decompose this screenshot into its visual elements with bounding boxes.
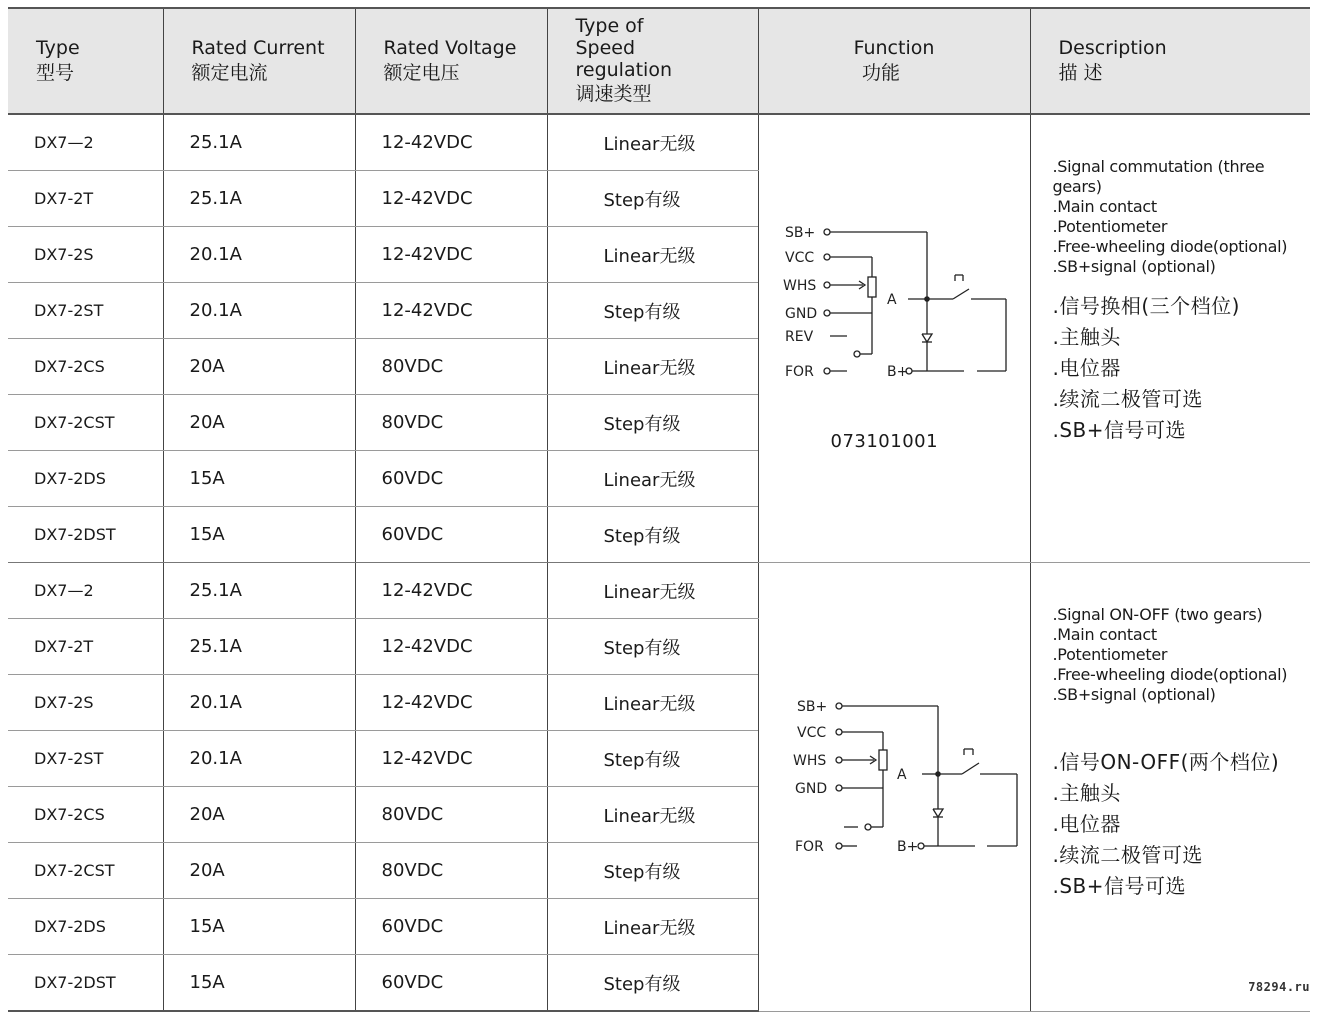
diagram-label: FOR bbox=[794, 839, 824, 855]
description-zh-line: .电位器 bbox=[1052, 356, 1121, 380]
voltage-cell: 80VDC bbox=[355, 339, 547, 395]
voltage-cell: 12-42VDC bbox=[355, 563, 547, 619]
wiring-diagram bbox=[759, 563, 1031, 883]
current-cell: 25.1A bbox=[163, 114, 355, 171]
type-cell: DX7-2ST bbox=[8, 283, 163, 339]
header-current bbox=[163, 8, 355, 114]
diagram-label: B+ bbox=[896, 839, 918, 855]
description-en-line: .Free-wheeling diode(optional) bbox=[1052, 237, 1288, 256]
current-cell: 15A bbox=[163, 451, 355, 507]
current-cell: 20A bbox=[163, 843, 355, 899]
header-type bbox=[8, 8, 163, 114]
speed-cell: Step有级 bbox=[547, 507, 758, 563]
speed-cell: Step有级 bbox=[547, 283, 758, 339]
type-cell: DX7—2 bbox=[8, 563, 163, 619]
header-type-en: Type bbox=[36, 37, 80, 59]
type-cell: DX7-2T bbox=[8, 171, 163, 227]
speed-cell: Linear无级 bbox=[547, 675, 758, 731]
function-cell bbox=[758, 114, 1030, 563]
current-cell: 20.1A bbox=[163, 283, 355, 339]
description-zh bbox=[1053, 291, 1311, 446]
speed-cell: Step有级 bbox=[547, 955, 758, 1012]
voltage-cell: 80VDC bbox=[355, 787, 547, 843]
current-cell: 20A bbox=[163, 787, 355, 843]
watermark: 78294.ru bbox=[1248, 980, 1310, 994]
diagram-label: B+ bbox=[886, 364, 908, 380]
header-row bbox=[8, 8, 1310, 114]
part-number: 073101001 bbox=[830, 431, 939, 452]
type-cell: DX7-2CS bbox=[8, 339, 163, 395]
description-zh-line: .电位器 bbox=[1052, 812, 1121, 836]
header-description-en: Description bbox=[1058, 37, 1167, 59]
header-current-zh: 额定电流 bbox=[191, 62, 268, 84]
diagram-label: REV bbox=[784, 329, 813, 345]
description-cell bbox=[1030, 114, 1310, 563]
type-cell: DX7-2CS bbox=[8, 787, 163, 843]
voltage-cell: 12-42VDC bbox=[355, 171, 547, 227]
speed-cell: Linear无级 bbox=[547, 899, 758, 955]
diagram-label: SB+ bbox=[796, 699, 827, 715]
description-en bbox=[1053, 157, 1311, 277]
header-speed-en: Type of Speed regulation bbox=[575, 15, 673, 81]
description-zh-line: .续流二极管可选 bbox=[1052, 843, 1203, 867]
header-voltage-en: Rated Voltage bbox=[383, 37, 517, 59]
diagram-label: GND bbox=[794, 781, 827, 797]
header-voltage-zh: 额定电压 bbox=[383, 62, 460, 84]
voltage-cell: 80VDC bbox=[355, 395, 547, 451]
speed-cell: Linear无级 bbox=[547, 114, 758, 171]
speed-cell: Linear无级 bbox=[547, 787, 758, 843]
function-cell bbox=[758, 563, 1030, 1012]
diagram-label: VCC bbox=[784, 250, 814, 266]
type-cell: DX7-2DS bbox=[8, 899, 163, 955]
current-cell: 15A bbox=[163, 507, 355, 563]
description-zh-line: .续流二极管可选 bbox=[1052, 387, 1203, 411]
speed-cell: Linear无级 bbox=[547, 227, 758, 283]
voltage-cell: 60VDC bbox=[355, 955, 547, 1012]
diagram-label: WHS bbox=[792, 753, 826, 769]
description-zh-line: .SB+信号可选 bbox=[1052, 874, 1187, 898]
description-en-line: .Potentiometer bbox=[1052, 645, 1168, 664]
header-function-zh: 功能 bbox=[861, 62, 900, 84]
current-cell: 20A bbox=[163, 395, 355, 451]
description-en bbox=[1053, 605, 1311, 705]
type-cell: DX7-2DST bbox=[8, 955, 163, 1012]
header-voltage bbox=[355, 8, 547, 114]
header-function-en: Function bbox=[853, 37, 935, 59]
voltage-cell: 12-42VDC bbox=[355, 227, 547, 283]
spec-table-body bbox=[8, 114, 1310, 1011]
description-en-line: .Signal ON-OFF (two gears) bbox=[1052, 605, 1263, 624]
description-zh-line: .主触头 bbox=[1052, 781, 1121, 805]
current-cell: 15A bbox=[163, 899, 355, 955]
diagram-label: WHS bbox=[782, 278, 816, 294]
description-en-line: .Free-wheeling diode(optional) bbox=[1052, 665, 1288, 684]
table-row bbox=[8, 563, 1310, 619]
header-description bbox=[1030, 8, 1310, 114]
type-cell: DX7-2CST bbox=[8, 843, 163, 899]
speed-cell: Step有级 bbox=[547, 171, 758, 227]
voltage-cell: 12-42VDC bbox=[355, 619, 547, 675]
current-cell: 20.1A bbox=[163, 675, 355, 731]
header-function bbox=[758, 8, 1030, 114]
type-cell: DX7-2DST bbox=[8, 507, 163, 563]
description-cell bbox=[1030, 563, 1310, 1012]
type-cell: DX7-2T bbox=[8, 619, 163, 675]
description-en-line: .SB+signal (optional) bbox=[1052, 257, 1216, 276]
type-cell: DX7-2ST bbox=[8, 731, 163, 787]
header-current-en: Rated Current bbox=[191, 37, 325, 59]
speed-cell: Step有级 bbox=[547, 619, 758, 675]
description-en-line: .Main contact bbox=[1052, 197, 1157, 216]
voltage-cell: 12-42VDC bbox=[355, 731, 547, 787]
speed-cell: Linear无级 bbox=[547, 339, 758, 395]
current-cell: 25.1A bbox=[163, 563, 355, 619]
diagram-label: GND bbox=[784, 306, 817, 322]
type-cell: DX7-2S bbox=[8, 227, 163, 283]
speed-cell: Step有级 bbox=[547, 395, 758, 451]
description-en-line: .Main contact bbox=[1052, 625, 1157, 644]
header-description-zh: 描 述 bbox=[1058, 62, 1103, 84]
speed-cell: Step有级 bbox=[547, 843, 758, 899]
description-zh-line: .主触头 bbox=[1052, 325, 1121, 349]
header-type-zh: 型号 bbox=[36, 62, 75, 84]
voltage-cell: 60VDC bbox=[355, 507, 547, 563]
current-cell: 25.1A bbox=[163, 619, 355, 675]
voltage-cell: 60VDC bbox=[355, 899, 547, 955]
voltage-cell: 60VDC bbox=[355, 451, 547, 507]
speed-cell: Linear无级 bbox=[547, 563, 758, 619]
voltage-cell: 12-42VDC bbox=[355, 675, 547, 731]
current-cell: 20A bbox=[163, 339, 355, 395]
description-en-line: .SB+signal (optional) bbox=[1052, 685, 1216, 704]
current-cell: 25.1A bbox=[163, 171, 355, 227]
description-en-line: .Potentiometer bbox=[1052, 217, 1168, 236]
diagram-label: FOR bbox=[784, 364, 814, 380]
type-cell: DX7-2CST bbox=[8, 395, 163, 451]
description-zh-line: .信号换相(三个档位) bbox=[1052, 294, 1240, 318]
diagram-label: A bbox=[886, 292, 897, 308]
wiring-diagram bbox=[759, 115, 1031, 435]
type-cell: DX7—2 bbox=[8, 114, 163, 171]
voltage-cell: 12-42VDC bbox=[355, 283, 547, 339]
diagram-label: SB+ bbox=[784, 225, 815, 241]
description-zh-line: .SB+信号可选 bbox=[1052, 418, 1187, 442]
voltage-cell: 80VDC bbox=[355, 843, 547, 899]
spec-table bbox=[8, 7, 1310, 1012]
description-zh bbox=[1053, 747, 1311, 902]
description-zh-line: .信号ON-OFF(两个档位) bbox=[1052, 750, 1280, 774]
description-en-line: .Signal commutation (three gears) bbox=[1052, 157, 1265, 196]
type-cell: DX7-2S bbox=[8, 675, 163, 731]
header-speed bbox=[547, 8, 758, 114]
diagram-label: VCC bbox=[796, 725, 826, 741]
current-cell: 15A bbox=[163, 955, 355, 1012]
type-cell: DX7-2DS bbox=[8, 451, 163, 507]
table-row bbox=[8, 114, 1310, 171]
current-cell: 20.1A bbox=[163, 731, 355, 787]
voltage-cell: 12-42VDC bbox=[355, 114, 547, 171]
speed-cell: Linear无级 bbox=[547, 451, 758, 507]
header-speed-zh: 调速类型 bbox=[575, 83, 652, 105]
speed-cell: Step有级 bbox=[547, 731, 758, 787]
current-cell: 20.1A bbox=[163, 227, 355, 283]
diagram-label: A bbox=[896, 767, 907, 783]
